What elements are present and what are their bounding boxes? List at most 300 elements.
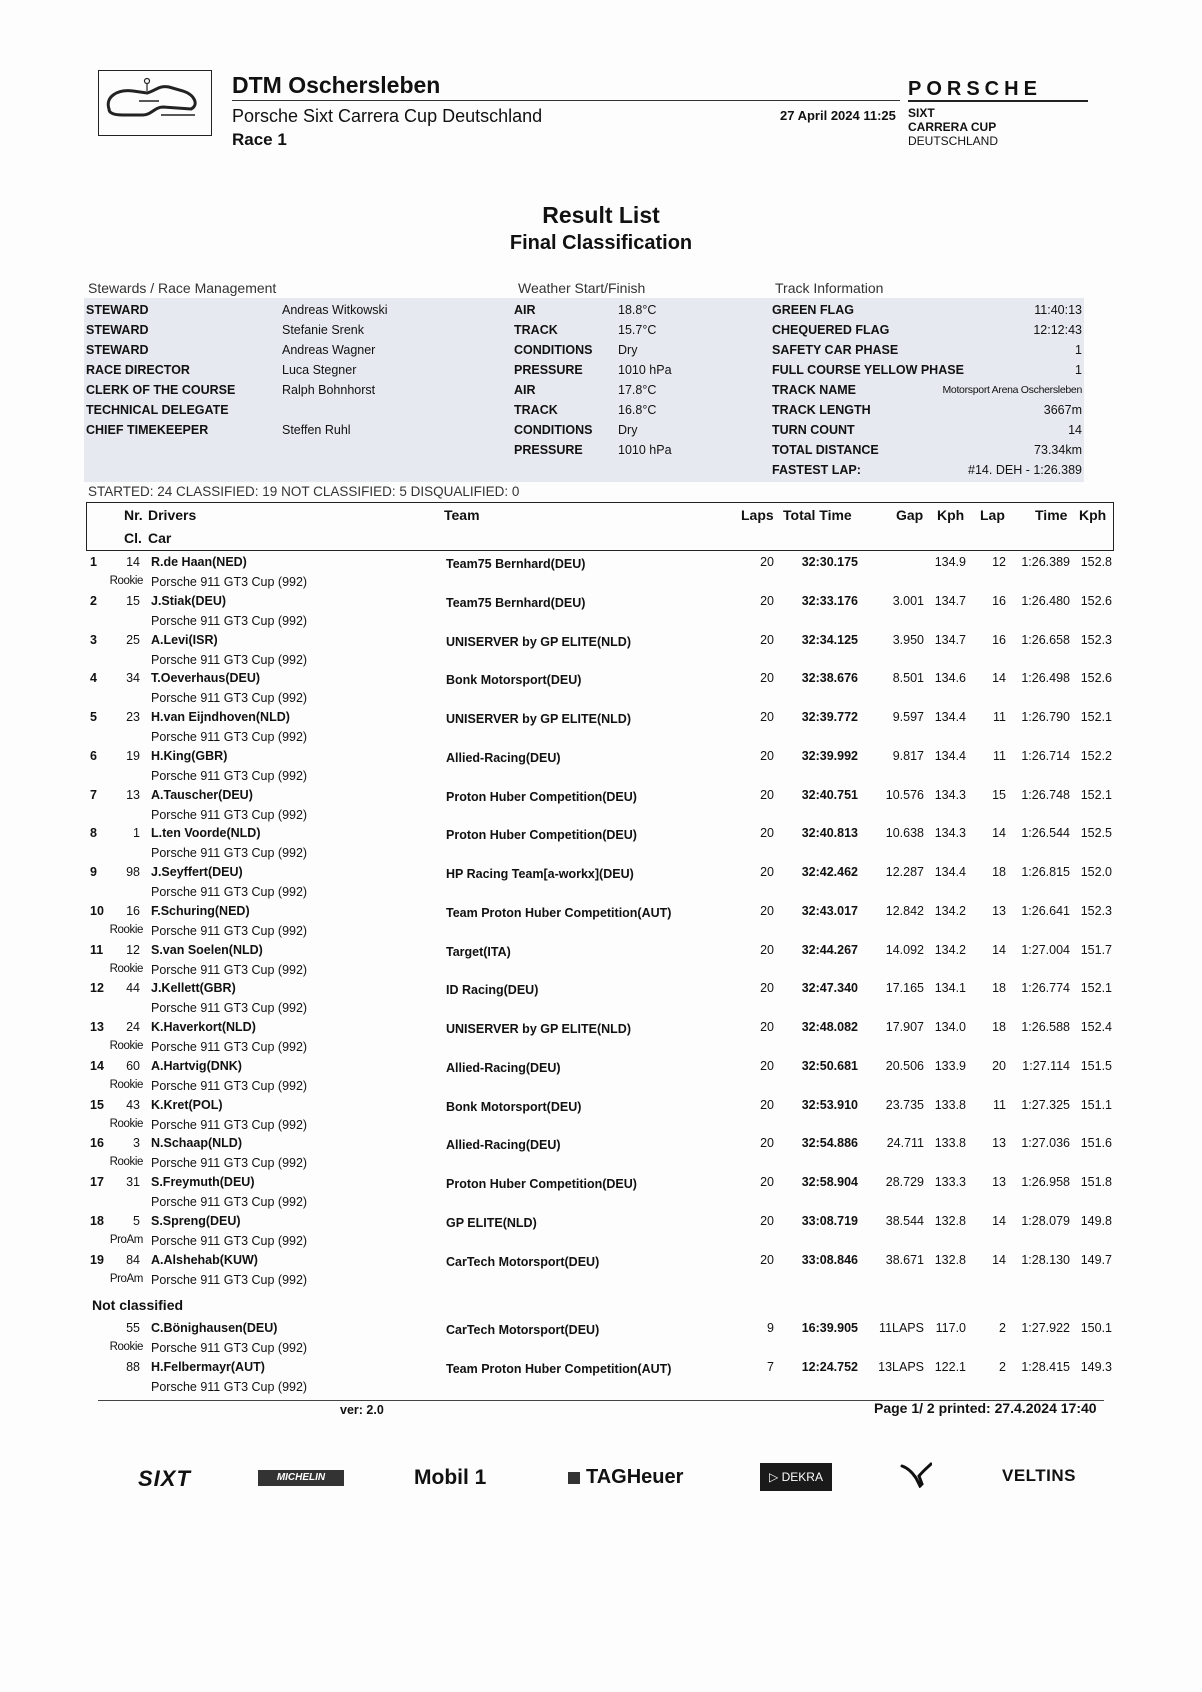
cup-logo-line-3: DEUTSCHLAND (908, 134, 999, 148)
cell-position: 10 (90, 903, 104, 918)
steward-row-value: Ralph Bohnhorst (282, 383, 376, 397)
table-row (0, 1210, 1202, 1249)
cell-team: ID Racing(DEU) (446, 983, 539, 998)
table-row (0, 590, 1202, 629)
cell-car-number: 12 (126, 942, 140, 957)
cell-driver: N.Schaap(NLD) (151, 1136, 242, 1151)
header-team: Team (444, 507, 480, 523)
cell-laps: 20 (760, 981, 774, 996)
cell-car-number: 98 (126, 865, 140, 879)
cell-car: Porsche 911 GT3 Cup (992) (151, 1078, 308, 1093)
cell-team: HP Racing Team[a-workx](DEU) (446, 867, 634, 881)
sponsor-michelin-logo: MICHELIN (258, 1470, 344, 1486)
track-info-row-label: TRACK LENGTH (772, 403, 871, 417)
cell-class: Rookie (109, 1156, 143, 1169)
cell-gap: 24.711 (886, 1136, 924, 1151)
cell-car: Porsche 911 GT3 Cup (992) (151, 1117, 308, 1132)
weather-row-label: TRACK (514, 403, 558, 417)
sponsor-dekra-logo (760, 1463, 832, 1491)
cell-kph: 132.8 (934, 1213, 966, 1228)
cell-best-kph: 151.8 (1080, 1175, 1112, 1189)
cell-total-time: 33:08.719 (801, 1213, 858, 1228)
cell-kph: 134.0 (934, 1020, 966, 1034)
cell-class: Rookie (109, 1341, 143, 1353)
cell-team: CarTech Motorsport(DEU) (446, 1254, 600, 1269)
steward-row-value: Andreas Witkowski (282, 303, 388, 317)
cell-kph: 134.2 (934, 942, 966, 957)
cell-best-time: 1:27.114 (1022, 1058, 1070, 1073)
cell-best-lap-number: 13 (992, 1175, 1006, 1189)
cell-laps: 20 (760, 1097, 774, 1112)
header-nr: Nr. (124, 507, 143, 523)
cell-kph: 134.4 (934, 748, 966, 763)
header-divider (232, 100, 900, 101)
cell-gap: 38.544 (885, 1213, 924, 1228)
cell-team: Proton Huber Competition(DEU) (446, 789, 637, 804)
version-label: ver: 2.0 (340, 1403, 384, 1417)
table-row (0, 551, 1202, 590)
cell-kph: 122.1 (934, 1359, 966, 1374)
cell-best-time: 1:28.079 (1021, 1213, 1070, 1228)
cell-car: Porsche 911 GT3 Cup (992) (151, 691, 308, 706)
cell-car-number: 1 (133, 826, 140, 841)
cell-gap: 14.092 (885, 942, 924, 957)
cell-driver: A.Hartvig(DNK) (151, 1058, 242, 1073)
track-layout-icon (99, 71, 210, 134)
cell-gap: 9.817 (892, 748, 924, 763)
porsche-logo-underline (908, 100, 1088, 102)
sponsor-puma-logo (900, 1462, 932, 1493)
cell-laps: 20 (760, 1175, 774, 1189)
track-info-row-value: 12:12:43 (1033, 323, 1082, 337)
header-cl: Cl. (124, 530, 142, 546)
cell-best-lap-number: 2 (999, 1321, 1006, 1335)
cell-kph: 134.6 (934, 671, 966, 686)
cell-position: 2 (90, 593, 97, 608)
cell-kph: 117.0 (935, 1321, 966, 1335)
cell-team: Team75 Bernhard(DEU) (446, 595, 586, 610)
cell-team: Target(ITA) (446, 944, 511, 959)
track-info-row-label: GREEN FLAG (772, 303, 854, 317)
cell-kph: 132.8 (934, 1252, 966, 1267)
header-laps: Laps (741, 507, 774, 523)
track-info-row-label: TRACK NAME (772, 383, 857, 397)
table-row (0, 1171, 1202, 1210)
cell-best-lap-number: 11 (993, 710, 1006, 724)
cell-car-number: 15 (126, 593, 140, 608)
cell-best-kph: 152.3 (1080, 903, 1112, 918)
cell-driver: R.de Haan(NED) (151, 555, 247, 569)
cell-best-kph: 149.8 (1080, 1213, 1112, 1228)
cell-laps: 9 (767, 1321, 774, 1335)
track-info-row-value: 73.34km (1034, 443, 1082, 457)
table-row (0, 861, 1202, 900)
cell-car: Porsche 911 GT3 Cup (992) (151, 1233, 308, 1248)
cell-position: 16 (90, 1136, 104, 1151)
cell-class: ProAm (109, 1233, 143, 1246)
cell-best-time: 1:26.389 (1021, 555, 1070, 569)
cell-best-lap-number: 14 (992, 826, 1006, 841)
cell-laps: 20 (760, 1213, 774, 1228)
cell-total-time: 32:42.462 (801, 865, 858, 879)
cell-team: Team75 Bernhard(DEU) (446, 557, 586, 571)
header-total-time: Total Time (783, 507, 852, 523)
cell-car: Porsche 911 GT3 Cup (992) (151, 846, 308, 861)
cell-gap: 23.735 (885, 1097, 924, 1112)
cell-laps: 20 (760, 1252, 774, 1267)
steward-row-value: Luca Stegner (282, 363, 357, 377)
cell-team: Allied-Racing(DEU) (446, 1138, 561, 1153)
cell-best-lap-number: 2 (999, 1359, 1006, 1374)
cell-driver: H.van Eijndhoven(NLD) (151, 710, 290, 724)
cell-laps: 20 (760, 1136, 774, 1151)
cell-gap: 9.597 (892, 710, 924, 724)
cell-kph: 133.3 (934, 1175, 966, 1189)
document-subtitle: Final Classification (509, 232, 693, 254)
cell-best-kph: 151.1 (1080, 1097, 1112, 1112)
cell-total-time: 12:24.752 (801, 1359, 858, 1374)
track-info-row-value: #14. DEH - 1:26.389 (968, 463, 1082, 477)
table-row (0, 1016, 1202, 1055)
porsche-logo: PORSCHE (908, 78, 1042, 100)
cell-position: 6 (90, 748, 97, 763)
cell-driver: F.Schuring(NED) (151, 903, 250, 918)
cell-car: Porsche 911 GT3 Cup (992) (151, 885, 308, 899)
cell-best-kph: 152.1 (1080, 787, 1112, 802)
cell-laps: 20 (760, 1058, 774, 1073)
table-row (0, 706, 1202, 745)
weather-row-label: AIR (514, 383, 536, 397)
cell-best-kph: 149.3 (1080, 1359, 1112, 1374)
cell-kph: 134.7 (934, 632, 966, 647)
cell-best-lap-number: 12 (992, 555, 1006, 569)
cell-team: CarTech Motorsport(DEU) (446, 1323, 600, 1337)
table-row (0, 1094, 1202, 1133)
weather-row-label: TRACK (514, 323, 558, 337)
cell-gap: 12.842 (885, 903, 924, 918)
table-row (0, 667, 1202, 706)
weather-row-value: 1010 hPa (618, 443, 672, 457)
table-row (0, 1249, 1202, 1288)
cell-total-time: 32:30.175 (801, 555, 858, 569)
cell-best-lap-number: 18 (992, 865, 1006, 879)
cell-total-time: 32:40.751 (801, 787, 858, 802)
cell-gap: 38.671 (885, 1252, 924, 1267)
cell-best-kph: 149.7 (1080, 1252, 1112, 1267)
steward-row-label: STEWARD (86, 303, 149, 317)
table-row (0, 1317, 1202, 1356)
cell-gap: 8.501 (892, 671, 924, 686)
cell-gap: 3.950 (892, 632, 924, 647)
cell-best-time: 1:27.004 (1021, 942, 1070, 957)
cell-best-kph: 152.1 (1080, 710, 1112, 724)
cell-kph: 134.4 (934, 865, 966, 879)
not-classified-heading: Not classified (92, 1297, 184, 1313)
cell-total-time: 32:34.125 (801, 632, 858, 647)
cell-best-lap-number: 20 (992, 1058, 1006, 1073)
cell-team: Team Proton Huber Competition(AUT) (446, 1361, 672, 1376)
cell-best-lap-number: 11 (993, 1097, 1006, 1112)
track-info-row-label: SAFETY CAR PHASE (772, 343, 899, 357)
table-row (0, 900, 1202, 939)
cell-car-number: 13 (126, 787, 140, 802)
cell-best-kph: 152.8 (1080, 555, 1112, 569)
cell-best-lap-number: 16 (992, 593, 1006, 608)
cell-gap: 28.729 (885, 1175, 924, 1189)
track-info-row-value: 3667m (1043, 403, 1082, 417)
sponsor-mobil1-logo: Mobil 1 (414, 1466, 487, 1489)
cell-best-kph: 151.6 (1080, 1136, 1112, 1151)
cell-gap: 10.638 (885, 826, 924, 841)
sponsor-tagheuer-logo (568, 1466, 683, 1489)
cell-best-kph: 152.4 (1080, 1020, 1112, 1034)
steward-row-value: Steffen Ruhl (282, 423, 351, 437)
cell-car-number: 24 (126, 1020, 140, 1034)
cell-team: UNISERVER by GP ELITE(NLD) (446, 634, 631, 649)
cell-best-time: 1:26.658 (1021, 632, 1070, 647)
cell-team: Allied-Racing(DEU) (446, 1060, 561, 1075)
cell-car-number: 60 (126, 1058, 140, 1073)
cell-position: 11 (90, 942, 104, 957)
cell-class: Rookie (109, 1040, 143, 1052)
cell-best-time: 1:26.815 (1021, 865, 1070, 879)
weather-row-value: 16.8°C (618, 403, 657, 417)
cell-driver: A.Alshehab(KUW) (151, 1252, 258, 1267)
cell-driver: H.King(GBR) (151, 748, 228, 763)
cell-position: 5 (90, 710, 97, 724)
weather-row-value: 18.8°C (618, 303, 657, 317)
cell-best-lap-number: 14 (992, 1252, 1006, 1267)
event-title: DTM Oschersleben (232, 72, 441, 98)
cell-car-number: 55 (126, 1321, 140, 1335)
cell-best-lap-number: 18 (992, 981, 1006, 996)
cell-gap: 17.907 (885, 1020, 924, 1034)
dekra-arrow-icon: ▷ (769, 1470, 782, 1484)
cell-best-kph: 152.1 (1080, 981, 1112, 996)
cell-total-time: 32:44.267 (801, 942, 858, 957)
steward-row-label: STEWARD (86, 323, 149, 337)
cell-kph: 134.9 (934, 555, 966, 569)
cell-car: Porsche 911 GT3 Cup (992) (151, 923, 308, 938)
sponsor-veltins-logo: VELTINS (1002, 1466, 1077, 1485)
cell-position: 13 (90, 1020, 104, 1034)
cell-laps: 20 (760, 632, 774, 647)
cell-car: Porsche 911 GT3 Cup (992) (151, 613, 308, 628)
cell-best-time: 1:28.415 (1021, 1359, 1070, 1374)
cell-position: 17 (90, 1175, 104, 1189)
cell-class: Rookie (109, 962, 143, 975)
weather-row-label: AIR (514, 303, 536, 317)
cell-class: ProAm (109, 1272, 143, 1285)
cell-car: Porsche 911 GT3 Cup (992) (151, 807, 308, 822)
cell-team: Proton Huber Competition(DEU) (446, 828, 637, 843)
cell-car-number: 23 (126, 710, 140, 724)
cell-total-time: 32:39.992 (801, 748, 858, 763)
cell-best-lap-number: 14 (992, 942, 1006, 957)
cell-driver: J.Stiak(DEU) (151, 593, 227, 608)
cell-gap: 11LAPS (879, 1321, 924, 1335)
cell-best-kph: 152.5 (1080, 826, 1112, 841)
cell-driver: J.Seyffert(DEU) (151, 865, 243, 879)
cell-gap: 17.165 (885, 981, 924, 996)
steward-row-label: STEWARD (86, 343, 149, 357)
cell-car: Porsche 911 GT3 Cup (992) (151, 1379, 308, 1394)
cell-team: Allied-Racing(DEU) (446, 750, 561, 765)
track-info-row-value: 14 (1068, 423, 1082, 437)
cell-car-number: 3 (133, 1136, 140, 1151)
cell-best-lap-number: 16 (992, 632, 1006, 647)
cell-best-time: 1:27.325 (1021, 1097, 1070, 1112)
cell-driver: L.ten Voorde(NLD) (151, 826, 261, 841)
cell-kph: 134.2 (934, 903, 966, 918)
cell-best-lap-number: 18 (992, 1020, 1006, 1034)
cell-driver: T.Oeverhaus(DEU) (151, 671, 261, 686)
sponsor-tagheuer-text: TAGHeuer (586, 1466, 684, 1488)
cell-car: Porsche 911 GT3 Cup (992) (151, 652, 308, 667)
cell-driver: A.Tauscher(DEU) (151, 787, 253, 802)
cell-laps: 20 (760, 826, 774, 841)
track-info-row-value: 1 (1075, 363, 1082, 377)
cell-best-time: 1:26.790 (1021, 710, 1070, 724)
cell-best-lap-number: 13 (992, 903, 1006, 918)
weather-row-value: 17.8°C (618, 383, 657, 397)
cell-best-time: 1:27.922 (1021, 1321, 1070, 1335)
track-info-row-label: FULL COURSE YELLOW PHASE (772, 363, 964, 377)
entry-counts: STARTED: 24 CLASSIFIED: 19 NOT CLASSIFIED: 5 DISQUALIFIED: 0 (88, 484, 520, 499)
table-row (0, 822, 1202, 861)
track-info-row-label: CHEQUERED FLAG (772, 323, 890, 337)
cell-position: 4 (90, 671, 97, 686)
cell-best-kph: 150.1 (1080, 1321, 1112, 1335)
cup-logo-line-1: SIXT (908, 106, 935, 120)
cell-car-number: 84 (126, 1252, 140, 1267)
cell-best-time: 1:26.588 (1021, 1020, 1070, 1034)
weather-row-value: Dry (618, 423, 638, 437)
cell-best-kph: 151.5 (1080, 1058, 1112, 1073)
cell-best-kph: 152.2 (1080, 748, 1112, 763)
cell-car: Porsche 911 GT3 Cup (992) (151, 1001, 308, 1016)
cell-kph: 134.1 (934, 981, 966, 996)
cell-car: Porsche 911 GT3 Cup (992) (151, 1195, 308, 1209)
page-info: Page 1/ 2 printed: 27.4.2024 17:40 (874, 1400, 1097, 1416)
steward-row-label: RACE DIRECTOR (86, 363, 190, 377)
cell-class: Rookie (109, 923, 143, 936)
cell-driver: K.Kret(POL) (151, 1097, 223, 1112)
series-name: Porsche Sixt Carrera Cup Deutschland (232, 106, 543, 126)
cell-best-time: 1:26.544 (1021, 826, 1070, 841)
cell-driver: C.Bönighausen(DEU) (151, 1321, 278, 1335)
cell-driver: A.Levi(ISR) (151, 632, 218, 647)
cell-car-number: 31 (126, 1175, 140, 1189)
weather-heading: Weather Start/Finish (518, 280, 646, 296)
cell-car: Porsche 911 GT3 Cup (992) (151, 1040, 308, 1054)
steward-row-label: CLERK OF THE COURSE (86, 383, 236, 397)
header-lap: Lap (980, 507, 1005, 523)
cell-car-number: 5 (133, 1213, 140, 1228)
cell-total-time: 32:33.176 (801, 593, 858, 608)
cell-best-kph: 151.7 (1080, 942, 1112, 957)
cell-total-time: 32:38.676 (801, 671, 858, 686)
track-info-row-label: TOTAL DISTANCE (772, 443, 879, 457)
cell-total-time: 32:47.340 (801, 981, 858, 996)
steward-row-value: Stefanie Srenk (282, 323, 364, 337)
cell-car: Porsche 911 GT3 Cup (992) (151, 1341, 308, 1355)
track-map-logo (98, 70, 212, 136)
cell-class: Rookie (109, 1117, 143, 1130)
weather-row-label: CONDITIONS (514, 343, 593, 357)
cell-laps: 20 (760, 748, 774, 763)
cell-total-time: 32:50.681 (801, 1058, 858, 1073)
cell-car-number: 19 (126, 748, 140, 763)
cell-kph: 134.3 (934, 787, 966, 802)
header-kph: Kph (937, 507, 965, 523)
cell-car: Porsche 911 GT3 Cup (992) (151, 1272, 308, 1287)
table-row (0, 629, 1202, 668)
cell-total-time: 33:08.846 (801, 1252, 858, 1267)
cell-team: Bonk Motorsport(DEU) (446, 673, 582, 688)
cell-driver: S.van Soelen(NLD) (151, 942, 263, 957)
header-kph-best: Kph (1079, 507, 1107, 523)
cell-best-lap-number: 11 (993, 748, 1006, 763)
cell-total-time: 32:58.904 (801, 1175, 858, 1189)
weather-row-label: PRESSURE (514, 443, 583, 457)
cell-best-time: 1:26.748 (1021, 787, 1070, 802)
table-row (0, 784, 1202, 823)
cell-position: 15 (90, 1097, 104, 1112)
table-row (0, 977, 1202, 1016)
cell-team: Bonk Motorsport(DEU) (446, 1099, 582, 1114)
cell-position: 8 (90, 826, 97, 841)
stewards-heading: Stewards / Race Management (88, 280, 277, 296)
cell-team: Team Proton Huber Competition(AUT) (446, 905, 672, 920)
header-gap: Gap (896, 507, 924, 523)
cell-total-time: 32:48.082 (801, 1020, 858, 1034)
cell-position: 9 (90, 865, 97, 879)
cell-gap: 3.001 (892, 593, 924, 608)
weather-row-label: PRESSURE (514, 363, 583, 377)
cell-driver: K.Haverkort(NLD) (151, 1020, 256, 1034)
cell-laps: 20 (760, 555, 774, 569)
cell-car: Porsche 911 GT3 Cup (992) (151, 768, 308, 783)
cell-best-time: 1:28.130 (1021, 1252, 1070, 1267)
cup-logo-line-2: CARRERA CUP (908, 120, 997, 134)
cell-position: 1 (90, 555, 97, 569)
cell-car: Porsche 911 GT3 Cup (992) (151, 575, 308, 589)
cell-best-lap-number: 14 (992, 671, 1006, 686)
cell-kph: 133.8 (934, 1097, 966, 1112)
cell-team: UNISERVER by GP ELITE(NLD) (446, 1022, 631, 1036)
cell-total-time: 32:40.813 (801, 826, 858, 841)
track-info-row-label: FASTEST LAP: (772, 463, 861, 477)
cell-best-lap-number: 15 (992, 787, 1006, 802)
cell-driver: S.Freymuth(DEU) (151, 1175, 255, 1189)
cell-best-time: 1:26.714 (1021, 748, 1070, 763)
track-info-row-value: 1 (1075, 343, 1082, 357)
cell-car-number: 88 (126, 1359, 140, 1374)
steward-row-label: TECHNICAL DELEGATE (86, 403, 229, 417)
tagheuer-shield-icon (568, 1472, 580, 1484)
steward-row-label: CHIEF TIMEKEEPER (86, 423, 209, 437)
cell-total-time: 32:53.910 (801, 1097, 858, 1112)
track-info-row-value: Motorsport Arena Oschersleben (942, 384, 1082, 396)
cell-car-number: 43 (126, 1097, 140, 1112)
cell-position: 14 (90, 1058, 104, 1073)
cell-best-lap-number: 13 (992, 1136, 1006, 1151)
track-info-row-label: TURN COUNT (772, 423, 855, 437)
cell-car-number: 34 (126, 671, 140, 686)
cell-total-time: 32:54.886 (801, 1136, 858, 1151)
cell-class: Rookie (109, 575, 143, 587)
